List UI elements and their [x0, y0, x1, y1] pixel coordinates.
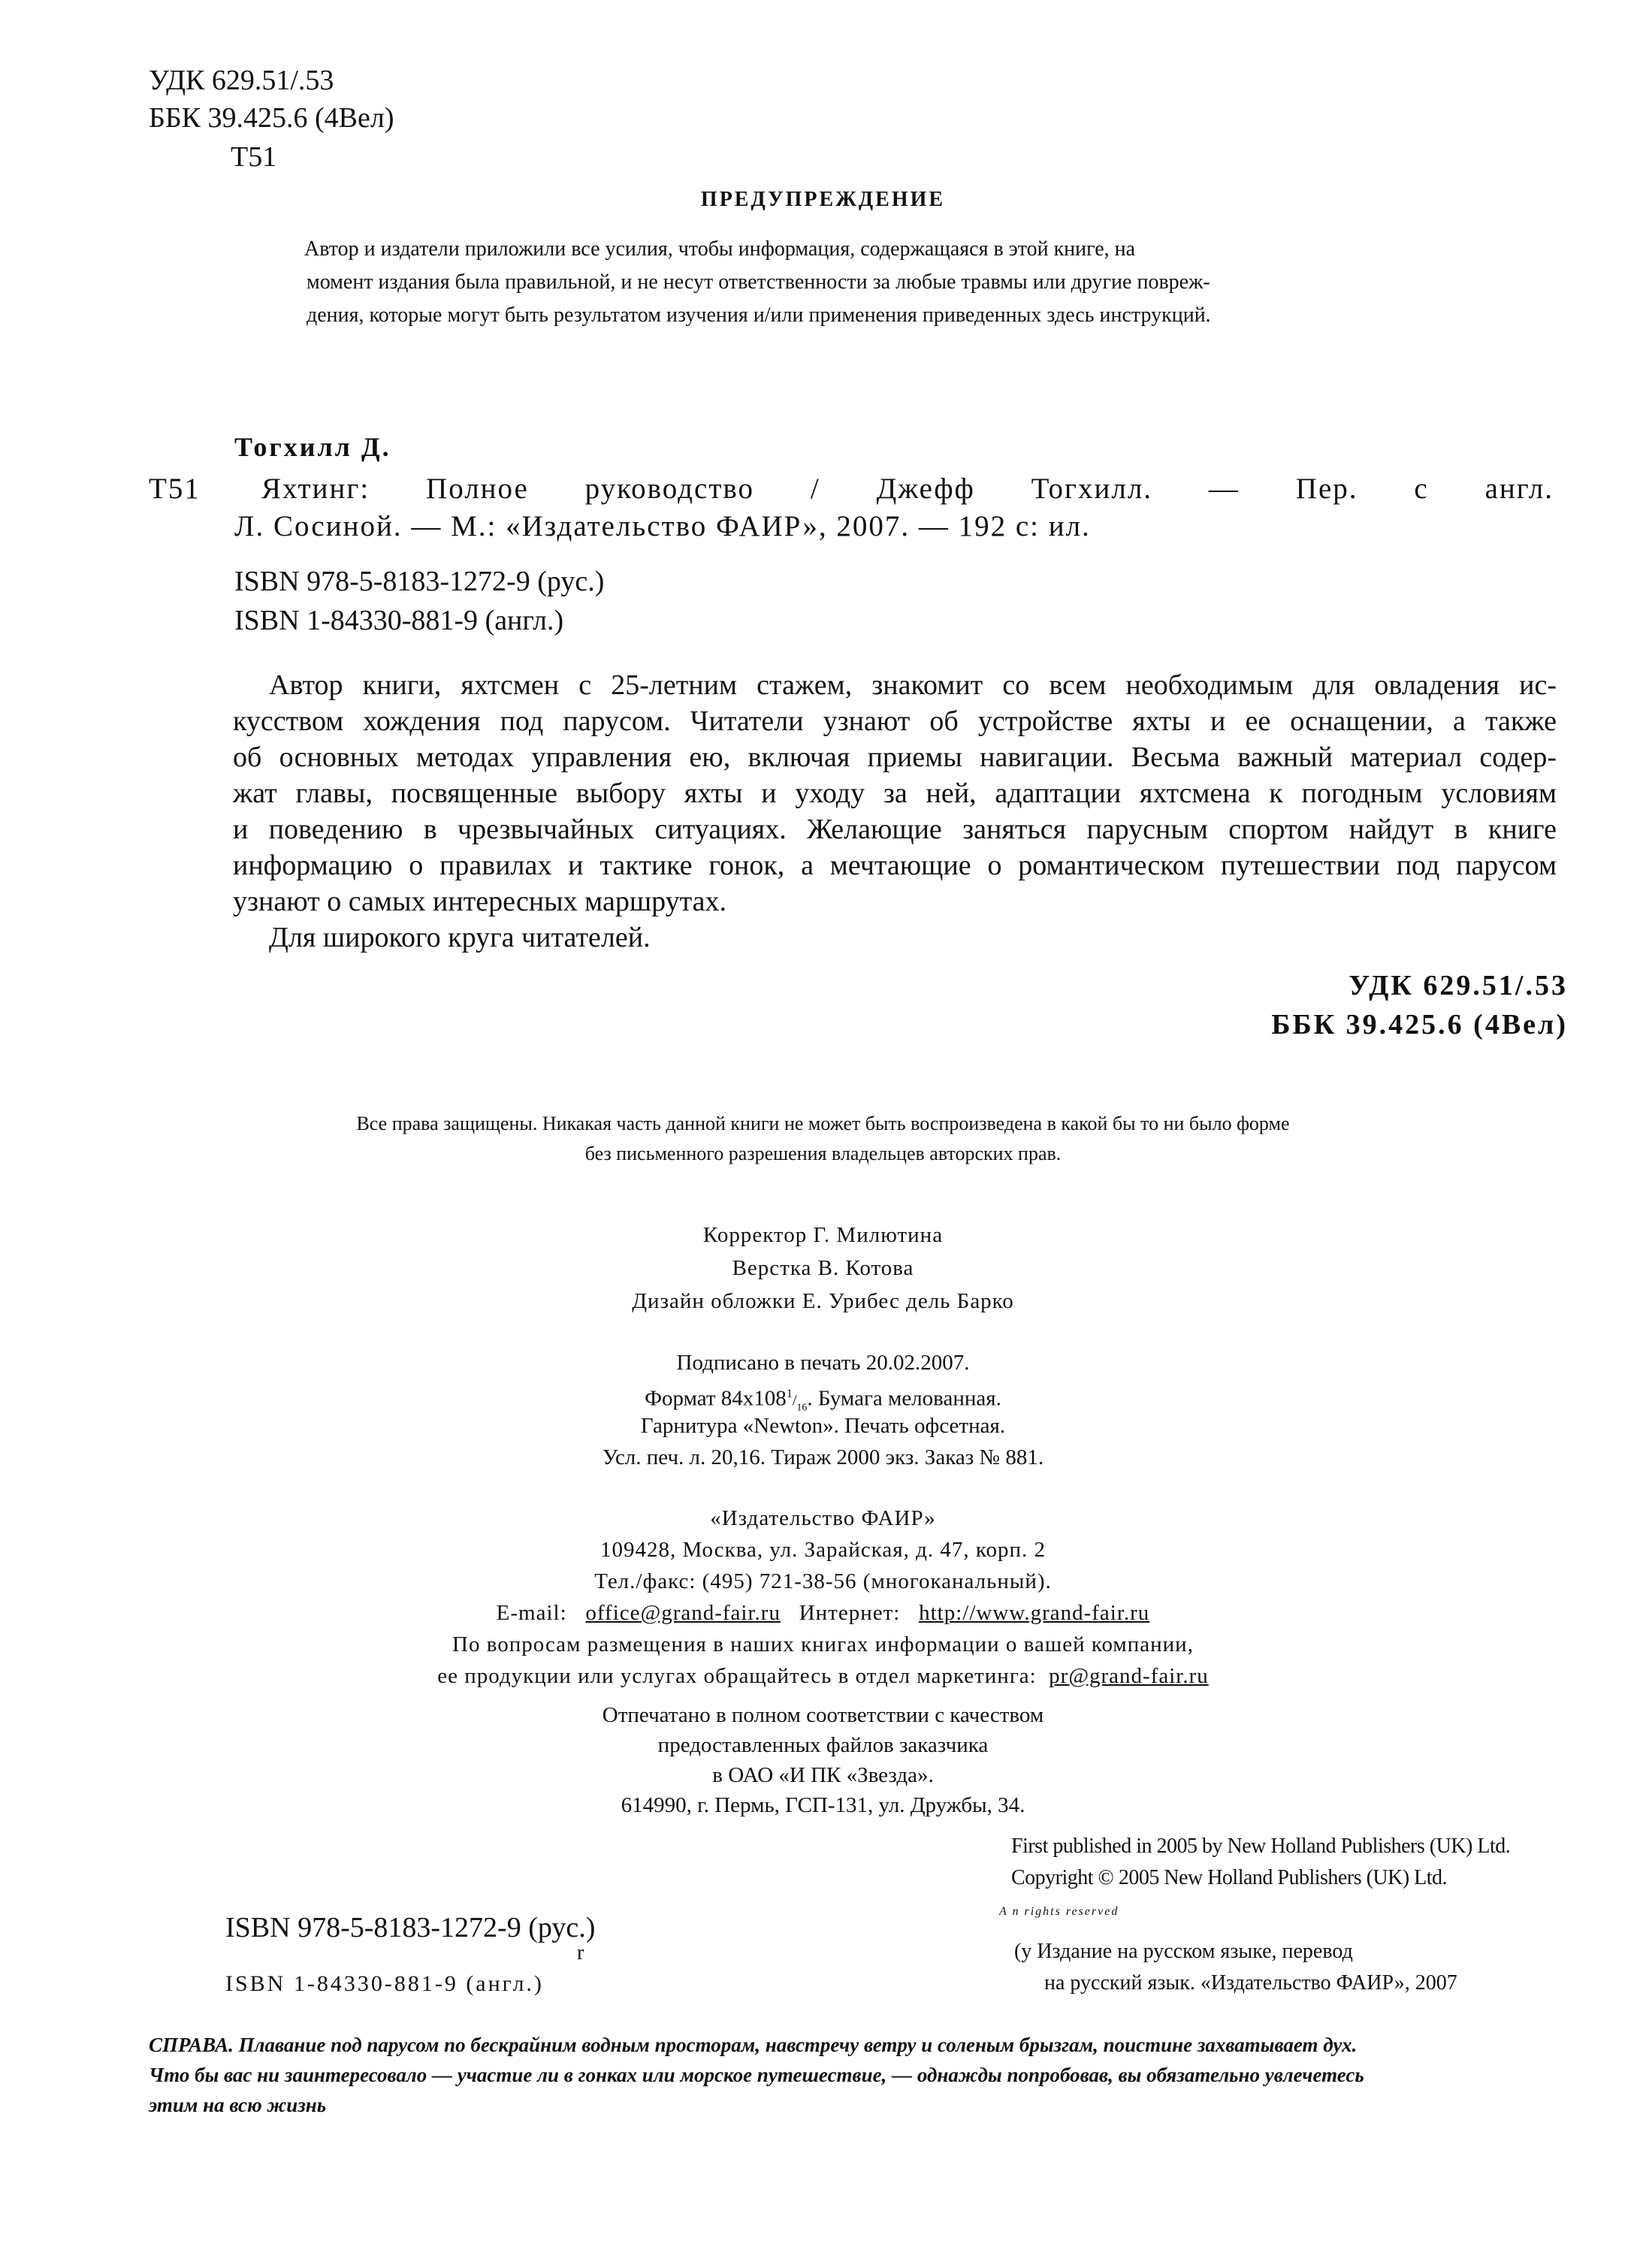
format-size: Формат 84x108	[645, 1386, 787, 1411]
print-run-line: Усл. печ. л. 20,16. Тираж 2000 экз. Заказ № 881.	[602, 1445, 1044, 1469]
russian-edition-1: (у Издание на русском языке, перевод	[1014, 1940, 1353, 1963]
bbk-index-right: ББК 39.425.6 (4Вел)	[1271, 1009, 1568, 1040]
printer-line-4: 614990, г. Пермь, ГСП-131, ул. Дружбы, 34.	[621, 1793, 1025, 1817]
bottom-isbn-english: ISBN 1-84330-881-9 (англ.)	[225, 1971, 544, 1996]
corrector: Корректор Г. Милютина	[702, 1223, 944, 1247]
bibliography-line-2: Л. Сосиной. — М.: «Издательство ФАИР», 2007. — 192 с: ил.	[234, 510, 1091, 542]
author-sign: Т51	[231, 141, 277, 173]
format-fraction-num: 1	[786, 1388, 793, 1400]
signed-date: Подписано в печать 20.02.2007.	[676, 1351, 970, 1375]
publisher-contacts	[0, 1597, 1646, 1629]
printer-line-3: в ОАО «И ПК «Звезда».	[712, 1763, 934, 1787]
marketing-email-link[interactable]: pr@grand-fair.ru	[1049, 1664, 1209, 1688]
ads-line-2	[0, 1660, 1646, 1692]
rights-line-2: без письменного разрешения владельцев авторских прав.	[584, 1143, 1062, 1164]
copyright-line: Copyright © 2005 New Holland Publishers (UK) Ltd.	[1011, 1866, 1448, 1889]
website-link[interactable]: http://www.grand-fair.ru	[919, 1601, 1150, 1625]
ads-line-1: По вопросам размещения в наших книгах информации о вашей компании,	[452, 1632, 1194, 1656]
bbk-code: ББК 39.425.6 (4Вел)	[149, 102, 394, 134]
publisher-name: «Издательство ФАИР»	[710, 1506, 936, 1530]
warning-line-2: момент издания была правильной, и не несут ответственности за любые травмы или другие повреж-	[307, 270, 1210, 294]
printer-line-2: предоставленных файлов заказчика	[657, 1733, 989, 1757]
paper-type: . Бумага мелованная.	[807, 1386, 1001, 1411]
email-link[interactable]: office@grand-fair.ru	[585, 1601, 781, 1625]
rights-line-1: Все права защищены. Никакая часть данной книги не может быть воспроизведена в какой бы то ни было форме	[356, 1113, 1290, 1134]
footer-line-3: этим на всю жизнь	[149, 2094, 327, 2116]
annotation-line: Автор книги, яхтсмен с 25-летним стажем, знакомит со всем необходимым для овладения ис-	[269, 669, 1557, 701]
annotation-line: узнают о самых интересных маршрутах.	[233, 886, 727, 917]
email-label: E-mail:	[496, 1601, 567, 1625]
warning-title: ПРЕДУПРЕЖДЕНИЕ	[700, 188, 946, 211]
udk-code: УДК 629.51/.53	[149, 65, 334, 96]
first-published: First published in 2005 by New Holland Publishers (UK) Ltd.	[1011, 1835, 1511, 1858]
annotation-line: информацию о правилах и тактике гонок, а мечтающие о романтическом путешествии под парусом	[233, 850, 1557, 881]
bibliography-code: Т51	[149, 473, 201, 505]
annotation-line: об основных методах управления ею, включая приемы навигации. Весьма важный материал содер-	[233, 741, 1557, 773]
russian-edition-2: на русский язык. «Издательство ФАИР», 2007	[1044, 1971, 1457, 1995]
warning-line-1: Автор и издатели приложили все усилия, чтобы информация, содержащаяся в этой книге, на	[304, 237, 1136, 261]
ads-line-2-text: ее продукции или услугах обращайтесь в отдел маркетинга:	[437, 1664, 1037, 1688]
cover-designer: Дизайн обложки Е. Урибес дель Барко	[632, 1289, 1014, 1313]
publisher-phone: Тел./факс: (495) 721-38-56 (многоканальный).	[594, 1569, 1052, 1593]
isbn-english: ISBN 1-84330-881-9 (англ.)	[234, 605, 564, 636]
footer-line-1: СПРАВА. Плавание под парусом по бескрайним водным просторам, навстречу ветру и соленым брызгам, поистине захватывает дух.	[149, 2034, 1358, 2056]
warning-line-3: дения, которые могут быть результатом изучения и/или применения приведенных здесь инструкций.	[307, 304, 1211, 327]
annotation-line: и поведению в чрезвычайных ситуациях. Желающие заняться парусным спортом найдут в книге	[233, 814, 1557, 845]
author-heading: Тогхилл Д.	[234, 432, 391, 462]
isbn-russian: ISBN 978-5-8183-1272-9 (рус.)	[234, 566, 605, 597]
annotation-line: жат главы, посвященные выбору яхты и уходу за ней, адаптации яхтсмена к погодным условиям	[233, 778, 1557, 809]
udk-index-right: УДК 629.51/.53	[1349, 970, 1568, 1001]
publisher-address: 109428, Москва, ул. Зарайская, д. 47, корп. 2	[600, 1538, 1046, 1562]
annotation-audience: Для широкого круга читателей.	[269, 922, 651, 953]
bibliography-line-1: Яхтинг: Полное руководство / Джефф Тогхилл. — Пер. с англ.	[261, 473, 1554, 505]
internet-label: Интернет:	[799, 1601, 901, 1625]
format-fraction-den: 16	[796, 1402, 808, 1414]
bottom-isbn-russian: ISBN 978-5-8183-1272-9 (рус.)	[225, 1912, 596, 1943]
annotation-line: кусством хождения под парусом. Читатели узнают об устройстве яхты и ее оснащении, а также	[233, 705, 1557, 737]
annotation	[233, 667, 1557, 956]
typeface-line: Гарнитура «Newton». Печать офсетная.	[640, 1414, 1006, 1438]
stray-mark: r	[577, 1941, 584, 1964]
footer-line-2: Что бы вас ни заинтересовало — участие ли в гонках или морское путешествие, — однажды попробовав, вы обязательно увлечетесь	[149, 2064, 1364, 2086]
printer-line-1: Отпечатано в полном соответствии с качеством	[602, 1703, 1044, 1727]
layout-designer: Верстка В. Котова	[732, 1256, 914, 1280]
rights-reserved: A n rights reserved	[999, 1905, 1119, 1918]
format-line: Формат $84x108^1/_{16}$. Бумага мелованная.	[645, 1386, 1001, 1414]
